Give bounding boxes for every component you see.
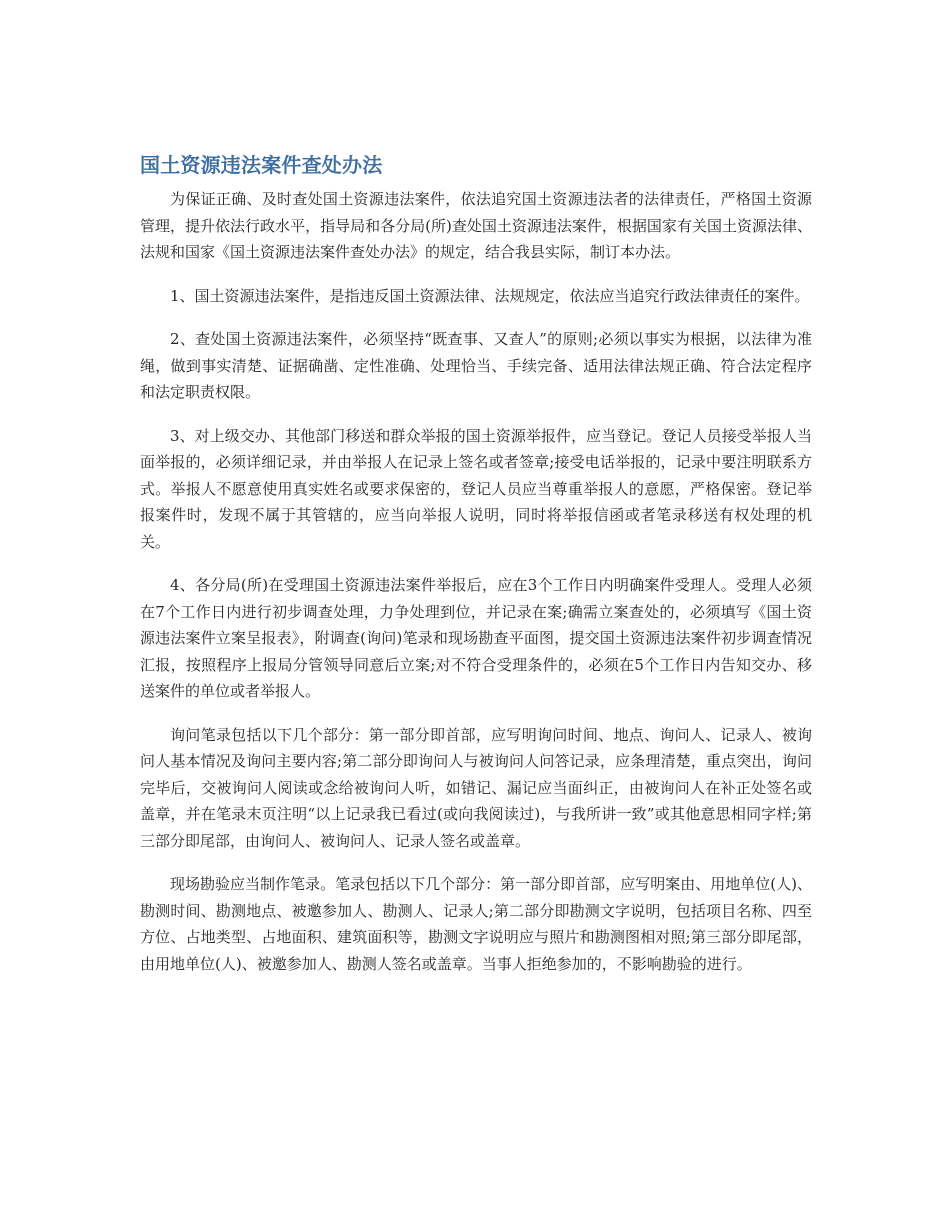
paragraph-article-4: 4、各分局(所)在受理国土资源违法案件举报后，应在3个工作日内明确案件受理人。受理人必须在7个工作日内进行初步调查处理，力争处理到位，并记录在案;确需立案查处的，必须填写《国土资源违法案件立案呈报表》，附调查(询问)笔录和现场勘查平面图，提交国土资源违法案件初步调查情况汇报，按照程序上报局分管领导同意后立案;对不符合受理条件的，必须在5个工作日内告知交办、移送案件的单位或者举报人。 bbox=[140, 576, 812, 700]
paragraph-inquiry-record: 询问笔录包括以下几个部分：第一部分即首部，应写明询问时间、地点、询问人、记录人、被询问人基本情况及询问主要内容;第二部分即询问人与被询问人问答记录，应条理清楚，重点突出，询问完毕后，交被询问人阅读或念给被询问人听，如错记、漏记应当面纠正，由被询问人在补正处签名或盖章，并在笔录末页注明“以上记录我已看过(或向我阅读过)，与我所讲一致”或其他意思相同字样;第三部分即尾部，由询问人、被询问人、记录人签名或盖章。 bbox=[140, 725, 812, 850]
paragraph-site-inspection: 现场勘验应当制作笔录。笔录包括以下几个部分：第一部分即首部，应写明案由、用地单位(人)、勘测时间、勘测地点、被邀参加人、勘测人、记录人;第二部分即勘测文字说明，包括项目名称、四至方位、占地类型、占地面积、建筑面积等，勘测文字说明应与照片和勘测图相对照;第三部分即尾部，由用地单位(人)、被邀参加人、勘测人签名或盖章。当事人拒绝参加的，不影响勘验的进行。 bbox=[140, 875, 812, 973]
paragraph-article-1: 1、国土资源违法案件，是指违反国土资源法律、法规规定，依法应当追究行政法律责任的案件。 bbox=[170, 286, 810, 305]
paragraph-article-2: 2、查处国土资源违法案件，必须坚持“既查事、又查人”的原则;必须以事实为根据，以法律为准绳，做到事实清楚、证据确凿、定性准确、处理恰当、手续完备、适用法律法规正确、符合法定程序和法定职责权限。 bbox=[140, 330, 812, 401]
paragraph-article-3: 3、对上级交办、其他部门移送和群众举报的国土资源举报件，应当登记。登记人员接受举报人当面举报的，必须详细记录，并由举报人在记录上签名或者签章;接受电话举报的，记录中要注明联系方式。举报人不愿意使用真实姓名或要求保密的，登记人员应当尊重举报人的意愿，严格保密。登记举报案件时，发现不属于其管辖的，应当向举报人说明，同时将举报信函或者笔录移送有权处理的机关。 bbox=[140, 426, 812, 551]
paragraph-intro: 为保证正确、及时查处国土资源违法案件，依法追究国土资源违法者的法律责任，严格国土资源管理，提升依法行政水平，指导局和各分局(所)查处国土资源违法案件，根据国家有关国土资源法律、法规和国家《国土资源违法案件查处办法》的规定，结合我县实际，制订本办法。 bbox=[140, 190, 812, 261]
document-body bbox=[140, 150, 812, 994]
document-title: 国土资源违法案件查处办法 bbox=[140, 153, 383, 177]
